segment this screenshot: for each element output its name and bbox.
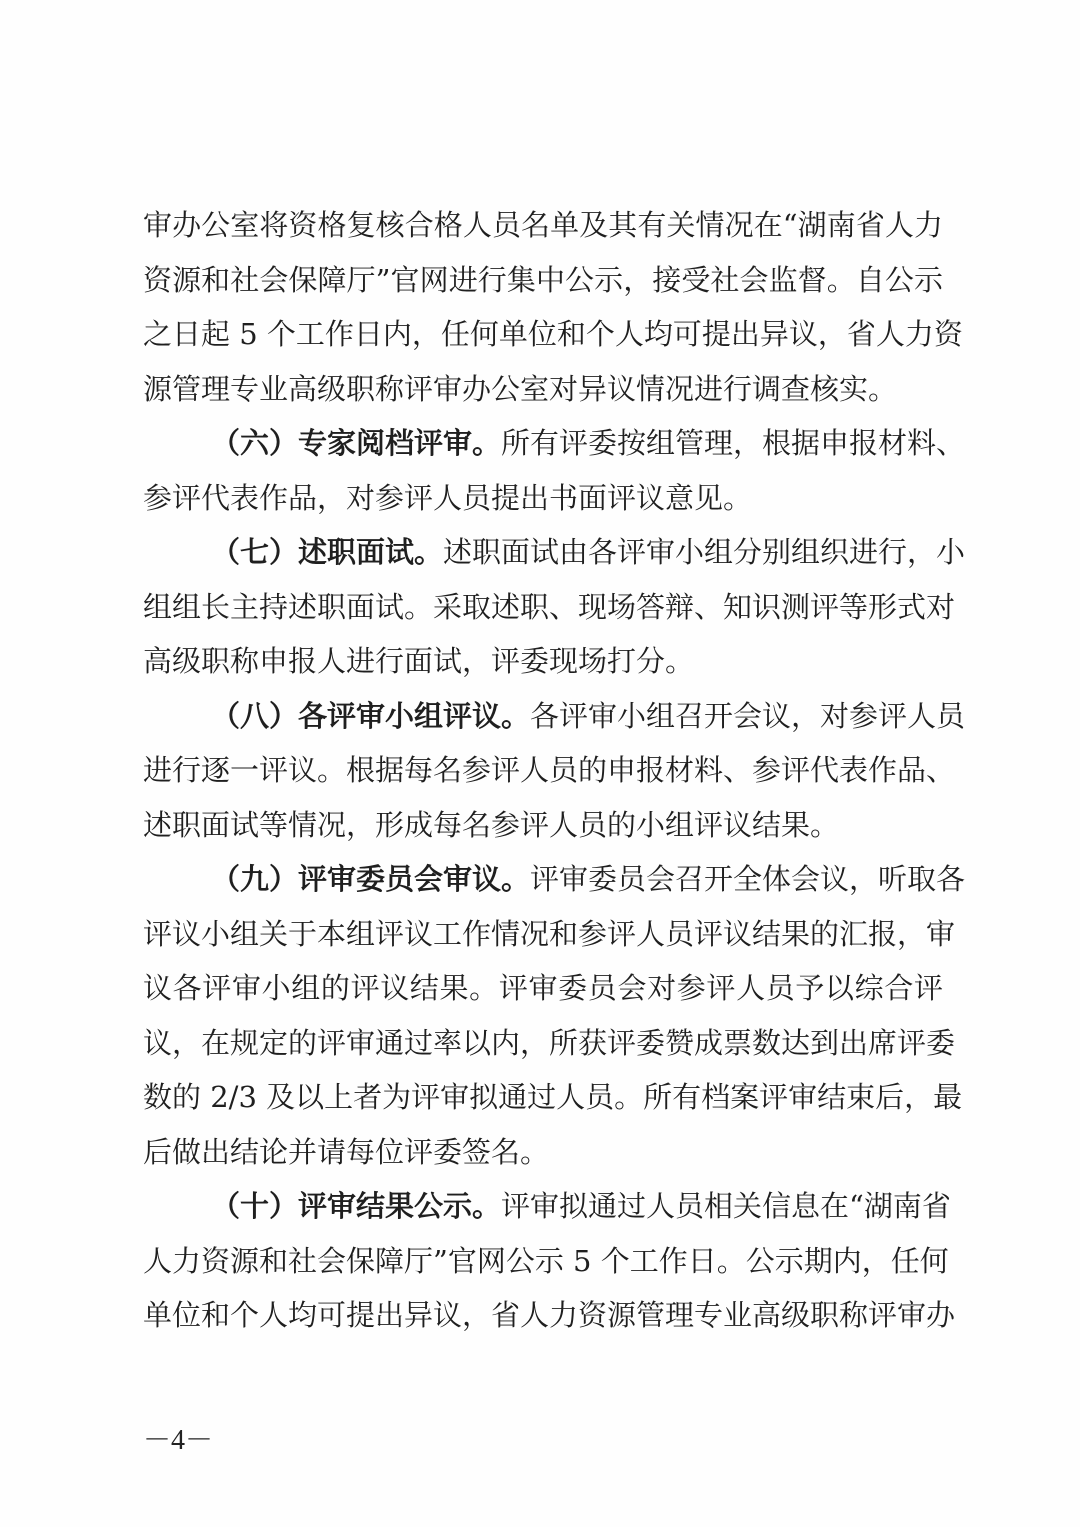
section-heading: （六）专家阅档评审。	[211, 426, 502, 460]
section-heading: （七）述职面试。	[211, 535, 444, 569]
section-eight-line: （八）各评审小组评议。各评审小组召开会议，对参评人员	[211, 698, 966, 733]
text-line: 进行逐一评议。根据每名参评人员的申报材料、参评代表作品、	[143, 753, 956, 787]
section-heading: （十）评审结果公示。	[211, 1189, 502, 1223]
section-seven-line: （七）述职面试。述职面试由各评审小组分别组织进行，小	[211, 535, 966, 569]
text-line: 参评代表作品，对参评人员提出书面评议意见。	[143, 480, 753, 515]
text-line: 源管理专业高级职称评审办公室对异议情况进行调查核实。	[143, 371, 898, 406]
section-heading: （九）评审委员会审议。	[211, 862, 531, 896]
text-line: 之日起 5 个工作日内，任何单位和个人均可提出异议，省人力资	[143, 317, 963, 351]
page-number: －4－	[143, 1425, 214, 1456]
text-line: 述职面试等情况，形成每名参评人员的小组评议结果。	[143, 807, 840, 842]
section-heading: （八）各评审小组评议。	[211, 698, 531, 733]
section-ten-line: （十）评审结果公示。评审拟通过人员相关信息在“湖南省	[211, 1189, 951, 1223]
text-line: 资源和社会保障厅”官网进行集中公示，接受社会监督。自公示	[143, 262, 943, 297]
section-six-line: （六）专家阅档评审。所有评委按组管理，根据申报材料、	[211, 426, 966, 460]
text-line: 审办公室将资格复核合格人员名单及其有关情况在“湖南省人力	[143, 208, 943, 242]
text-line: 单位和个人均可提出异议，省人力资源管理专业高级职称评审办	[143, 1298, 956, 1332]
text-line: 数的 2/3 及以上者为评审拟通过人员。所有档案评审结束后，最	[143, 1080, 963, 1114]
text-line: 评议小组关于本组评议工作情况和参评人员评议结果的汇报，审	[143, 916, 956, 951]
section-nine-line: （九）评审委员会审议。评审委员会召开全体会议，听取各	[211, 862, 966, 896]
text-line: 后做出结论并请每位评委签名。	[143, 1134, 550, 1169]
text-line: 组组长主持述职面试。采取述职、现场答辩、知识测评等形式对	[143, 589, 956, 624]
text-line: 人力资源和社会保障厅”官网公示 5 个工作日。公示期内，任何	[143, 1243, 949, 1278]
document-body	[143, 198, 966, 1343]
text-line: 议各评审小组的评议结果。评审委员会对参评人员予以综合评	[143, 971, 943, 1005]
text-line: 高级职称申报人进行面试，评委现场打分。	[143, 644, 695, 678]
text-line: 议，在规定的评审通过率以内，所获评委赞成票数达到出席评委	[143, 1025, 956, 1060]
